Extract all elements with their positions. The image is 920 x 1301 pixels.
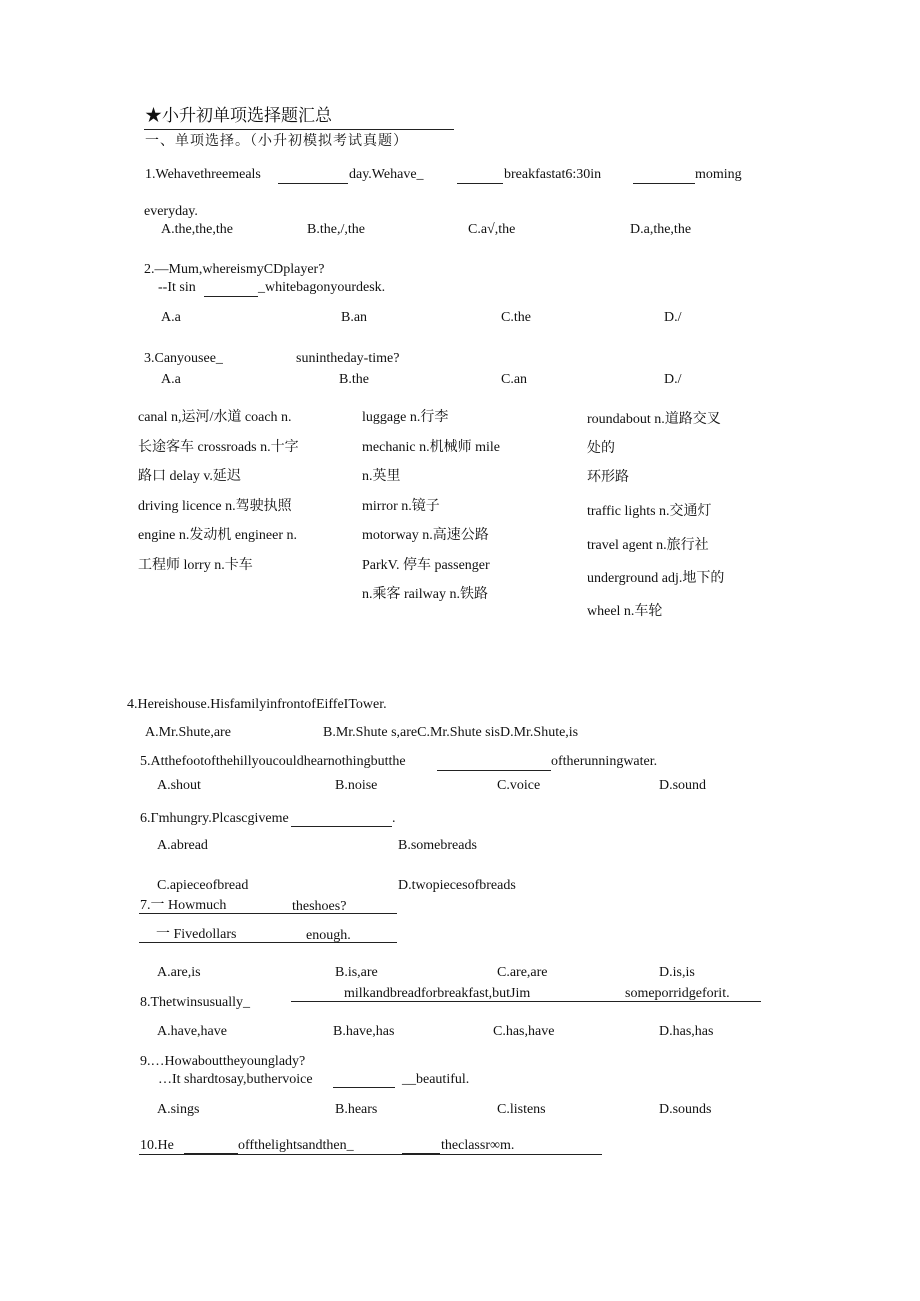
option-a[interactable]: A.Mr.Shute,are (145, 725, 231, 740)
option-c[interactable]: C.an (501, 372, 528, 387)
title-underline (144, 129, 454, 130)
page-title: ★小升初单项选择题汇总 (145, 106, 332, 125)
vocab-line: travel agent n.旅行社 (587, 538, 709, 553)
vocab-line: driving licence n.驾驶执照 (138, 498, 292, 514)
question-stem: 7.一 Howmuch (140, 898, 227, 913)
question-stem: moming (695, 167, 742, 182)
answer-blank (291, 826, 392, 827)
option-b[interactable]: B.noise (335, 778, 378, 793)
question-stem: 5.Atthefootofthehillyoucouldhearnothingbutthe (140, 754, 406, 769)
question-stem: 一 Fivedollars (156, 927, 237, 942)
answer-blank (204, 296, 258, 297)
vocab-line: n.乘客 railway n.铁路 (362, 587, 488, 602)
vocab-line: ParkV. 停车 passenger (362, 557, 490, 573)
vocab-line: 长途客车 crossroads n.十字 (138, 439, 299, 455)
option-a[interactable]: A.have,have (157, 1024, 227, 1039)
question-stem: sunintheday-time? (296, 351, 400, 366)
question-stem: _whitebagonyourdesk. (258, 280, 386, 295)
question-stem: …It shardtosay,buthervoice (158, 1072, 313, 1087)
vocab-line: mechanic n.机械师 mile (362, 439, 501, 455)
vocab-line: roundabout n.道路交叉 (587, 412, 721, 427)
option-d[interactable]: D.a,the,the (630, 222, 692, 237)
option-b[interactable]: B.have,has (333, 1024, 395, 1039)
option-d[interactable]: D./ (664, 372, 682, 387)
option-d[interactable]: D.is,is (659, 965, 695, 980)
option-c[interactable]: C.are,are (497, 965, 548, 980)
question-stem: everyday. (144, 204, 198, 219)
option-c[interactable]: C.the (501, 310, 531, 325)
vocab-line: canal n,运河/水道 coach n. (138, 410, 292, 425)
question-stem: 8.Thetwinsusually_ (140, 995, 251, 1010)
answer-blank (437, 770, 551, 771)
vocab-column-1 (138, 403, 299, 580)
question-stem: day.Wehave_ (349, 167, 424, 182)
option-b[interactable]: B.the (339, 372, 369, 387)
option-c[interactable]: C.has,have (493, 1024, 555, 1039)
option-c[interactable]: C.a√,the (468, 222, 516, 237)
answer-line (291, 1001, 761, 1002)
question-stem: breakfastat6:30in (504, 167, 602, 182)
option-a[interactable]: A.are,is (157, 965, 201, 980)
question-stem: 3.Canyousee_ (144, 351, 223, 366)
vocab-column-2 (362, 403, 500, 610)
question-stem: milkandbreadforbreakfast,butJim (344, 986, 531, 1001)
option-d[interactable]: D.has,has (659, 1024, 714, 1039)
answer-blank (333, 1087, 395, 1088)
option-c[interactable]: C.voice (497, 778, 541, 793)
vocab-line: 环形路 (587, 470, 629, 485)
option-c[interactable]: C.listens (497, 1102, 546, 1117)
vocab-line: 处的 (587, 441, 615, 456)
question-stem: theshoes? (292, 899, 347, 914)
question-stem: offthelightsandthen_ (238, 1138, 354, 1153)
option-a[interactable]: A.a (161, 372, 181, 387)
vocab-line: n.英里 (362, 469, 401, 484)
answer-blank (633, 183, 695, 184)
option-a[interactable]: A.abread (157, 838, 208, 853)
option-d[interactable]: D.twopiecesofbreads (398, 878, 516, 893)
question-stem: 10.He (140, 1138, 174, 1153)
option-a[interactable]: A.shout (157, 778, 201, 793)
question-stem: someporridgeforit. (625, 986, 730, 1001)
option-d[interactable]: D.sounds (659, 1102, 712, 1117)
option-d[interactable]: D./ (664, 310, 682, 325)
question-stem: --It sin (158, 280, 196, 295)
question-stem: 6.Γmhungry.Plcascgiveme (140, 811, 289, 826)
vocab-line: motorway n.高速公路 (362, 528, 489, 543)
answer-blank (278, 183, 348, 184)
vocab-line: traffic lights n.交通灯 (587, 504, 712, 519)
option-a[interactable]: A.sings (157, 1102, 200, 1117)
option-b[interactable]: B.hears (335, 1102, 378, 1117)
question-stem: enough. (306, 928, 351, 943)
vocab-line: 路口 delay v.延迟 (138, 469, 241, 484)
question-stem: 4.Hereishouse.HisfamilyinfrontofEiffeITower. (127, 697, 387, 712)
answer-blank (457, 183, 503, 184)
option-b[interactable]: B.an (341, 310, 368, 325)
option-a[interactable]: A.the,the,the (161, 222, 233, 237)
option-b[interactable]: B.the,/,the (307, 222, 365, 237)
vocab-line: underground adj.地下的 (587, 571, 725, 586)
option-b[interactable]: B.is,are (335, 965, 378, 980)
answer-line (139, 913, 397, 914)
question-stem: oftherunningwater. (551, 754, 658, 769)
question-stem: __beautiful. (402, 1072, 470, 1087)
question-stem: theclassr∞m. (441, 1138, 515, 1153)
answer-line (139, 1154, 602, 1155)
vocab-line: luggage n.行李 (362, 410, 449, 425)
question-stem: 1.Wehavethreemeals (145, 167, 261, 182)
vocab-line: 工程师 lorry n.卡车 (138, 557, 253, 573)
answer-line (139, 942, 397, 943)
option-d[interactable]: D.sound (659, 778, 707, 793)
vocab-line: wheel n.车轮 (587, 604, 663, 619)
vocab-line: engine n.发动机 engineer n. (138, 528, 298, 543)
question-stem: 9.…Howabouttheyounglady? (140, 1054, 306, 1069)
section-heading: 一、单项选择。（小升初模拟考试真题） (145, 134, 408, 149)
vocab-line: mirror n.镜子 (362, 498, 440, 514)
option-b[interactable]: B.Mr.Shute s,areC.Mr.Shute sisD.Mr.Shute,is (323, 725, 579, 740)
question-stem: . (392, 811, 396, 826)
option-c[interactable]: C.apieceofbread (157, 878, 249, 893)
option-a[interactable]: A.a (161, 310, 181, 325)
question-stem: 2.—Mum,whereismyCDplayer? (144, 262, 325, 277)
option-b[interactable]: B.somebreads (398, 838, 477, 853)
